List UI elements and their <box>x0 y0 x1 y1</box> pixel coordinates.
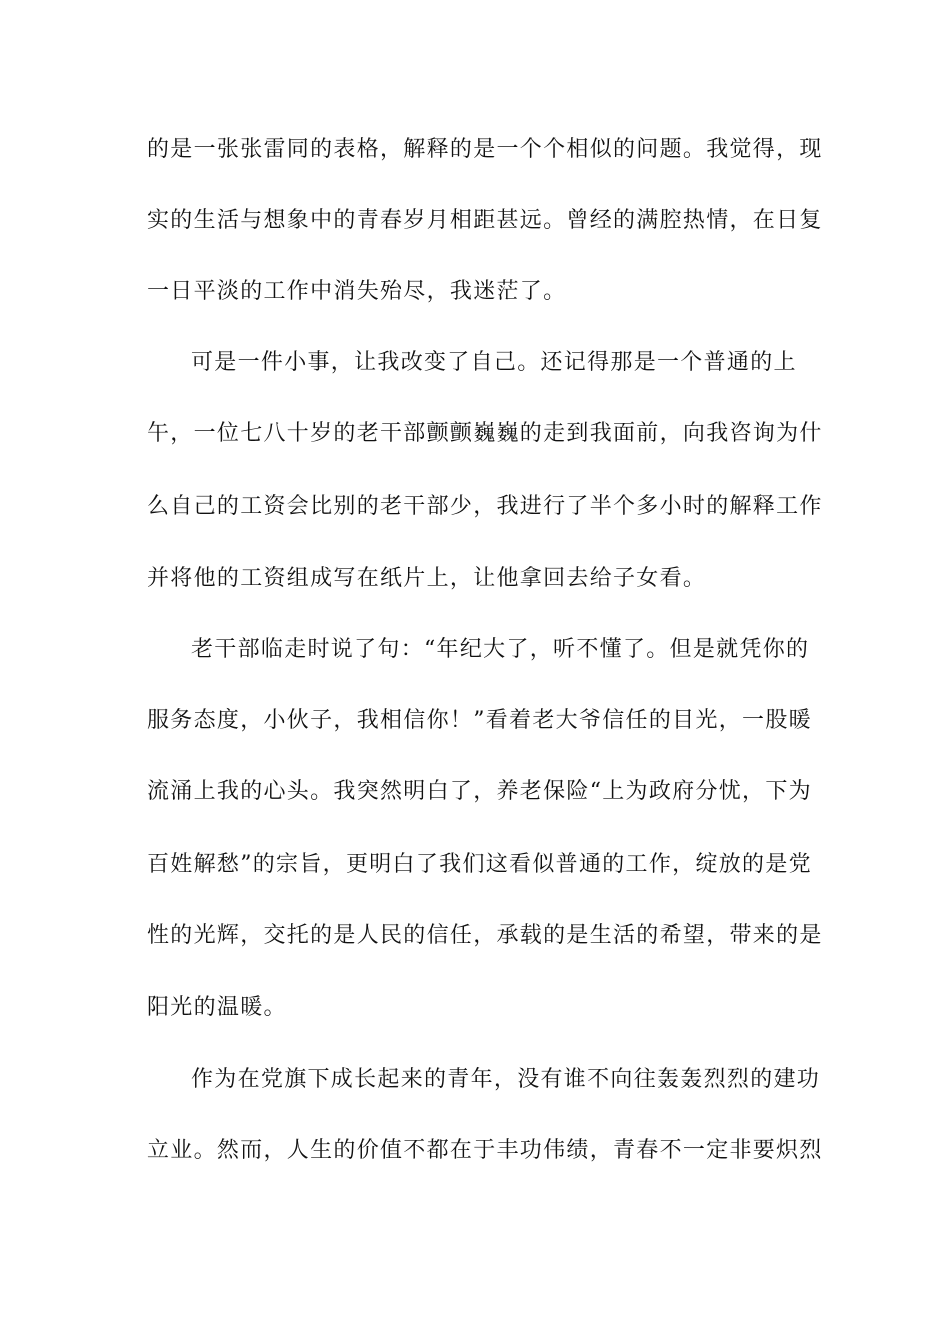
text-line: 的是一张张雷同的表格，解释的是一个个相似的问题。我觉得，现 <box>147 137 823 162</box>
text-line: 流涌上我的心头。我突然明白了，养老保险“上为政府分忧，下为 <box>147 779 812 804</box>
paragraph-first-line: 老干部临走时说了句：“年纪大了，听不懂了。但是就凭你的 <box>191 637 810 662</box>
text-line: 并将他的工资组成写在纸片上，让他拿回去给子女看。 <box>147 566 707 591</box>
paragraph-first-line: 可是一件小事，让我改变了自己。还记得那是一个普通的上 <box>191 350 797 375</box>
text-line: 午，一位七八十岁的老干部颤颤巍巍的走到我面前，向我咨询为什 <box>147 421 823 446</box>
text-line: 阳光的温暖。 <box>147 995 287 1020</box>
text-line: 立业。然而，人生的价值不都在于丰功伟绩，青春不一定非要炽烈 <box>147 1138 823 1163</box>
text-line: 性的光辉，交托的是人民的信任，承载的是生活的希望，带来的是 <box>147 923 823 948</box>
text-line: 服务态度，小伙子，我相信你！”看着老大爷信任的目光，一股暖 <box>147 708 812 733</box>
text-line: 一日平淡的工作中消失殆尽，我迷茫了。 <box>147 279 567 304</box>
text-line: 实的生活与想象中的青春岁月相距甚远。曾经的满腔热情，在日复 <box>147 208 823 233</box>
text-line: 百姓解愁”的宗旨，更明白了我们这看似普通的工作，绽放的是党 <box>147 852 812 877</box>
paragraph-first-line: 作为在党旗下成长起来的青年，没有谁不向往轰轰烈烈的建功 <box>191 1067 821 1092</box>
text-line: 么自己的工资会比别的老干部少，我进行了半个多小时的解释工作 <box>147 494 823 519</box>
